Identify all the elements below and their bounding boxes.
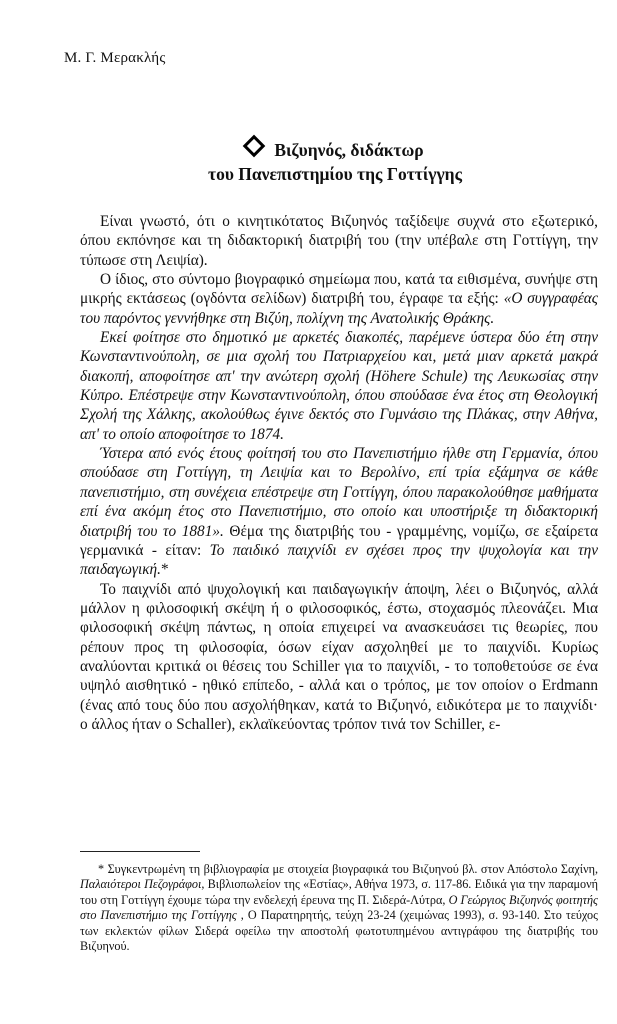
paragraph-2	[80, 270, 598, 328]
footnote	[80, 862, 598, 954]
running-head-author: Μ. Γ. Μερακλής	[64, 50, 166, 66]
paragraph-4-quote: Ύστερα από ενός έτους φοίτησή του στο Πανεπιστήμιο ήλθε στη Γερμανία, όπου σπούδασε στη Γοττίγγη, τη Λειψία και το Βερολίνο, επί τρία εξάμηνα σε κάθε πανεπιστήμιο, στη συνέχεια επέστρεψε στη Γοττίγγη, όπου παρακολούθησε μαθήματα επί ένα ακόμη έτος στο Πανεπιστήμιο, στο οποίο και υποστήριξε τη διδακτορική διατριβή του το 1881».	[80, 445, 598, 540]
title-text-1: Βιζυηνός, διδάκτωρ	[274, 140, 424, 160]
paragraph-2-intro: Ο ίδιος, στο σύντομο βιογραφικό σημείωμα που, κατά τα ειθισμένα, συνήψε στη μικρής εκτάσεως (ογδόντα σελίδων) διατριβή του, έγραφε τα εξής:	[80, 271, 598, 308]
article-body	[80, 212, 598, 734]
footnote-marker: *	[160, 561, 169, 579]
paragraph-5: Το παιχνίδι από ψυχολογική και παιδαγωγικήν άποψη, λέει ο Βιζυηνός, αλλά μάλλον η φιλοσοφική σκέψη ή ο φιλοσοφικός, έστω, στοχασμός πλεονάζει. Μια φιλοσοφική σκέψη πάντως, η οποία επιχειρεί να ανασκευάσει τις θεωρίες, που ρέπουν προς τη φιλοσοφία, όσων είχαν ασχοληθεί με το παιχνίδι. Κυρίως αναλύονται κριτικά οι θέσεις του Schiller για το παιχνίδι, - το τοποθετούσε σε ένα υψηλό αισθητικό - ηθικό επίπεδο, - αλλά και ο τρόπος, με τον οποίον ο Erdmann (ένας από τους δύο που ασχολήθηκαν, κατά το Βιζυηνό, ειδικότερα με το παιχνίδι· ο άλλος ήταν ο Schaller), εκλαϊκεύοντας τρόπον τινά τον Schiller, ε-	[80, 580, 598, 733]
dissertation-theme: Το παιδικό παιχνίδι εν σχέσει προς την ψυχολογία και την παιδαγωγική.	[80, 541, 599, 579]
paragraph-4-rest: Θέμα της διατριβής του - γραμμένης, νομίζω, σε εξαίρετα γερμανικά - είταν:	[80, 522, 598, 559]
paragraph-4	[80, 444, 598, 579]
title-line-1	[80, 138, 590, 162]
paragraph-1: Είναι γνωστό, ότι ο κινητικότατος Βιζυηνός ταξίδεψε συχνά στο εξωτερικό, όπου εκπόνησε και τη διδακτορική διατριβή του (την υπέβαλε στη Γοττίγγη, την τύπωσε στη Λειψία).	[80, 213, 598, 269]
footnote-text	[80, 862, 598, 954]
footnote-part-3: , Ο Παρατηρητής, τεύχη 23-24 (χειμώνας 1993), σ. 93-140. Στο τεύχος των εκλεκτών φίλων Σιδερά οφείλω την αποστολή φωτοτυπημένου αντιγράφου της διατριβής του Βιζυηνού.	[80, 908, 598, 954]
paragraph-3-quote: Εκεί φοίτησε στο δημοτικό με αρκετές διακοπές, παρέμενε ύστερα δύο έτη στην Κωνσταντινούπολη, σε μια σχολή του Πατριαρχείου και, μετά μιαν αρκετά μακρά διακοπή, αποφοίτησε απ' την ανώτερη σχολή (Höhere Schule) της Λευκωσίας στην Κύπρο. Επέστρεψε στην Κωνσταντινούπολη, όπου σπούδασε ένα έτος στη Θεολογική Σχολή της Χάλκης, ακολούθως έγινε δεκτός στο Γυμνάσιο της Πλάκας, στην Αθήνα, απ' το οποίο αποφοίτησε το 1874.	[80, 329, 598, 443]
paragraph-2-quote: «Ο συγγραφέας του παρόντος γεννήθηκε στη Βιζύη, πολίχνη της Ανατολικής Θράκης.	[80, 290, 598, 327]
article-title	[80, 138, 590, 186]
footnote-book-2: Ο Γεώργιος Βιζυηνός φοιτητής στο Πανεπιστήμιο της Γοττίγγης	[80, 892, 598, 923]
footnote-book-1: Παλαιότεροι Πεζογράφοι	[80, 877, 202, 892]
diamond-ornament-icon	[243, 135, 266, 158]
footnote-divider	[80, 851, 200, 852]
footnote-part-2: , Βιβλιοπωλείον της «Εστίας», Αθήνα 1973, σ. 117-86. Ειδικά για την παραμονή του στη Γοττίγγη έχουμε τώρα την ενδελεχή έρευνα της Π. Σιδερά-Λύτρα,	[80, 877, 598, 907]
footnote-part-1: * Συγκεντρωμένη τη βιβλιογραφία με στοιχεία βιογραφικά του Βιζυηνού βλ. στον Απόστολο Σαχίνη,	[98, 862, 598, 876]
title-line-2: του Πανεπιστημίου της Γοττίγγης	[208, 164, 462, 184]
